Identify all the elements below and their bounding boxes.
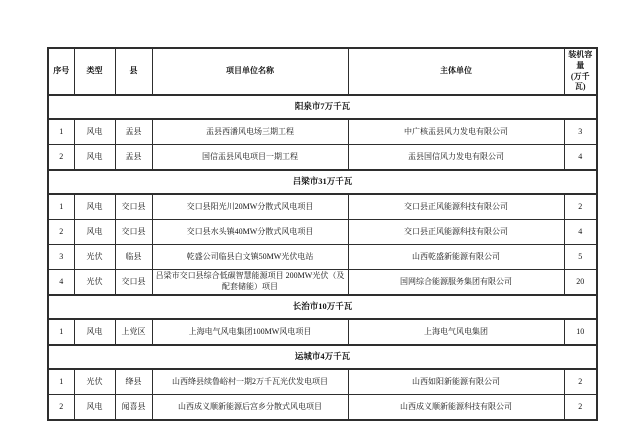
cell-seq: 1 xyxy=(48,119,74,145)
table-row xyxy=(48,119,597,145)
table-header-row xyxy=(48,48,597,95)
cell-owner: 交口县正风能源科技有限公司 xyxy=(348,194,564,220)
cell-type: 光伏 xyxy=(74,369,115,395)
cell-county: 上党区 xyxy=(115,319,152,345)
cell-type: 风电 xyxy=(74,145,115,171)
cell-county: 临县 xyxy=(115,245,152,270)
cell-county: 交口县 xyxy=(115,194,152,220)
section-row-yangquan xyxy=(48,95,597,119)
cell-seq: 1 xyxy=(48,194,74,220)
col-header-owner: 主体单位 xyxy=(348,48,564,95)
col-header-county: 县 xyxy=(115,48,152,95)
table-row xyxy=(48,220,597,245)
cell-project-name: 国信盂县风电项目一期工程 xyxy=(152,145,348,171)
cell-seq: 4 xyxy=(48,270,74,296)
cell-seq: 1 xyxy=(48,319,74,345)
cell-owner: 国网综合能源服务集团有限公司 xyxy=(348,270,564,296)
cell-seq: 2 xyxy=(48,145,74,171)
cell-type: 光伏 xyxy=(74,245,115,270)
cell-seq: 1 xyxy=(48,369,74,395)
cell-county: 绛县 xyxy=(115,369,152,395)
table-row xyxy=(48,145,597,171)
col-header-capacity xyxy=(564,48,597,95)
cell-owner: 山西如阳新能源有限公司 xyxy=(348,369,564,395)
cell-project-name: 乾盛公司临县白文镇50MW光伏电站 xyxy=(152,245,348,270)
table-row xyxy=(48,245,597,270)
section-title: 阳泉市7万千瓦 xyxy=(48,95,597,119)
section-title: 吕梁市31万千瓦 xyxy=(48,170,597,194)
cell-project-name: 山西绛县续鲁峪村一期2万千瓦光伏发电项目 xyxy=(152,369,348,395)
cell-owner: 交口县正风能源科技有限公司 xyxy=(348,220,564,245)
table-row xyxy=(48,319,597,345)
section-row-changzhi xyxy=(48,295,597,319)
cell-capacity: 3 xyxy=(564,119,597,145)
table-row xyxy=(48,395,597,421)
cell-type: 风电 xyxy=(74,319,115,345)
cell-seq: 2 xyxy=(48,220,74,245)
cell-capacity: 10 xyxy=(564,319,597,345)
cell-project-name: 盂县西潘风电场三期工程 xyxy=(152,119,348,145)
section-title: 长治市10万千瓦 xyxy=(48,295,597,319)
cell-seq: 3 xyxy=(48,245,74,270)
cell-project-name: 山西成义顺新能源后宫乡分散式风电项目 xyxy=(152,395,348,421)
cell-capacity: 4 xyxy=(564,220,597,245)
cell-owner: 中广核盂县风力发电有限公司 xyxy=(348,119,564,145)
cell-county: 交口县 xyxy=(115,220,152,245)
cell-type: 风电 xyxy=(74,395,115,421)
cell-county: 盂县 xyxy=(115,145,152,171)
cell-county: 闻喜县 xyxy=(115,395,152,421)
cell-project-name: 交口县阳光川20MW分散式风电项目 xyxy=(152,194,348,220)
table-sheet xyxy=(47,47,598,421)
section-row-yuncheng xyxy=(48,345,597,369)
cell-seq: 2 xyxy=(48,395,74,421)
section-title: 运城市4万千瓦 xyxy=(48,345,597,369)
cell-capacity: 2 xyxy=(564,395,597,421)
col-header-project-name: 项目单位名称 xyxy=(152,48,348,95)
cell-type: 风电 xyxy=(74,220,115,245)
cell-capacity: 5 xyxy=(564,245,597,270)
cell-project-name: 交口县水头镇40MW分散式风电项目 xyxy=(152,220,348,245)
table-row xyxy=(48,194,597,220)
table-row xyxy=(48,270,597,296)
cell-capacity: 2 xyxy=(564,194,597,220)
cell-type: 风电 xyxy=(74,194,115,220)
cell-capacity: 2 xyxy=(564,369,597,395)
col-header-capacity-line1: 装机容量 xyxy=(568,50,593,70)
projects-table xyxy=(47,47,598,421)
cell-capacity: 4 xyxy=(564,145,597,171)
cell-owner: 上海电气风电集团 xyxy=(348,319,564,345)
col-header-seq: 序号 xyxy=(48,48,74,95)
cell-project-name: 上海电气风电集团100MW风电项目 xyxy=(152,319,348,345)
cell-owner: 盂县国信风力发电有限公司 xyxy=(348,145,564,171)
cell-county: 交口县 xyxy=(115,270,152,296)
col-header-type: 类型 xyxy=(74,48,115,95)
cell-type: 光伏 xyxy=(74,270,115,296)
table-row xyxy=(48,369,597,395)
cell-type: 风电 xyxy=(74,119,115,145)
cell-project-name: 吕梁市交口县综合低碳智慧能源项目 200MW光伏（及配套储能）项目 xyxy=(152,270,348,296)
cell-owner: 山西成义顺新能源科技有限公司 xyxy=(348,395,564,421)
section-row-lvliang xyxy=(48,170,597,194)
cell-capacity: 20 xyxy=(564,270,597,296)
cell-owner: 山西乾盛新能源有限公司 xyxy=(348,245,564,270)
cell-county: 盂县 xyxy=(115,119,152,145)
col-header-capacity-line2: (万千瓦) xyxy=(570,71,590,92)
